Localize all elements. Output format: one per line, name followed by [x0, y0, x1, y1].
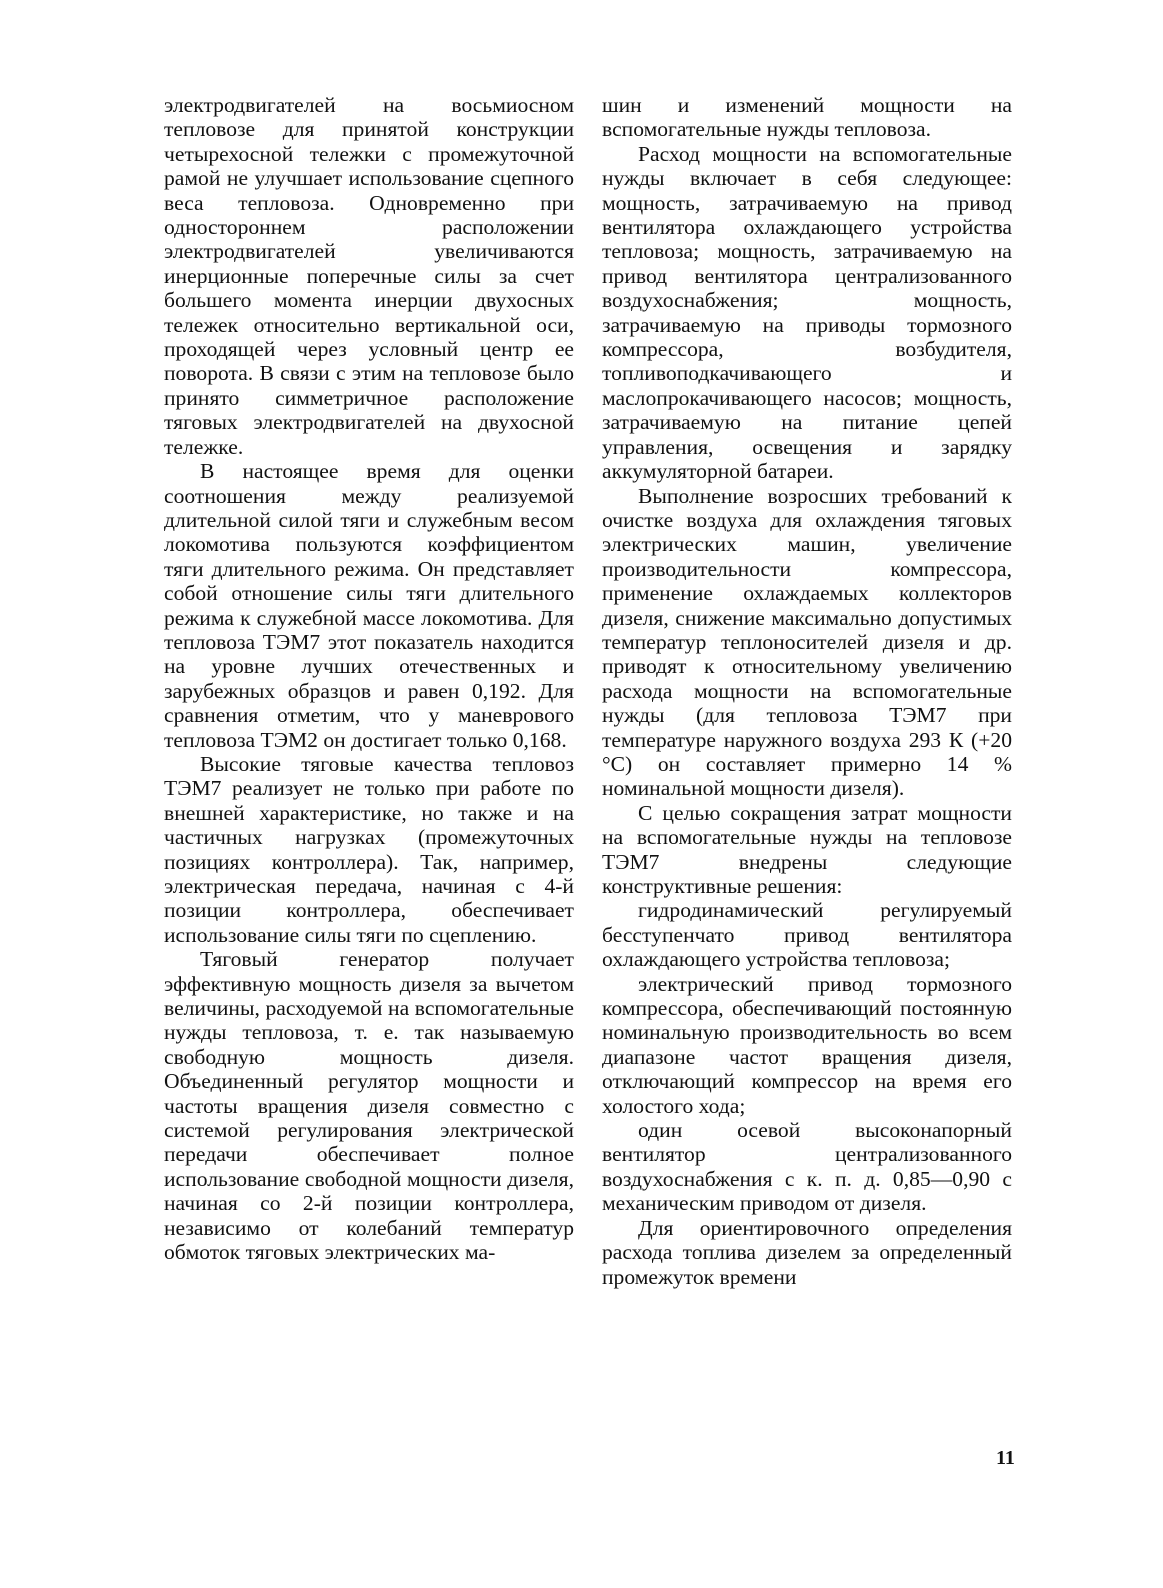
- page-number: 11: [996, 1447, 1015, 1469]
- list-item-axial-fan: один осевой высоконапорный вентилятор централизованного воздухоснабжения с к. п. д. 0,85—0,90 с механическим приводом от дизеля.: [602, 1118, 1012, 1216]
- paragraph-increased-requirements: Выполнение возросших требований к очистке воздуха для охлаждения тяговых электрических машин, увеличение производительности компрессора, применение охлаждаемых коллекторов дизеля, снижение максимально допустимых температур теплоносителей дизеля и др. приводят к относительному увеличению расхода мощности на вспомогательные нужды (для тепловоза ТЭМ7 при температуре наружного воздуха 293 К (+20 °С) он составляет примерно 14 % номинальной мощности дизеля).: [602, 483, 1012, 801]
- left-text-column: [164, 93, 574, 1265]
- paragraph-traction-generator: Тяговый генератор получает эффективную мощность дизеля за вычетом величины, расходуемой на вспомогательные нужды тепловоза, т. е. так называемую свободную мощность дизеля. Объединенный регулятор мощности и частоты вращения дизеля совместно с системой регулирования электрической передачи обеспечивает полное использование свободной мощности дизеля, начиная со 2-й позиции контроллера, независимо от колебаний температур обмоток тяговых электрических ма-: [164, 947, 574, 1265]
- list-item-electric-compressor: электрический привод тормозного компрессора, обеспечивающий постоянную номинальную производительность во всем диапазоне частот вращения дизеля, отключающий компрессор на время его холостого хода;: [602, 971, 1012, 1118]
- paragraph-continued-right: шин и изменений мощности на вспомогательные нужды тепловоза.: [602, 93, 1012, 142]
- paragraph-auxiliary-power: Расход мощности на вспомогательные нужды включает в себя следующее: мощность, затрачиваемую на привод вентилятора охлаждающего устройства тепловоза; мощность, затрачиваемую на привод вентилятора централизованного воздухоснабжения; мощность, затрачиваемую на приводы тормозного компрессора, возбудителя, топливоподкачивающего и маслопрокачивающего насосов; мощность, затрачиваемую на питание цепей управления, освещения и зарядку аккумуляторной батареи.: [602, 141, 1012, 484]
- list-item-hydrodynamic-drive: гидродинамический регулируемый бесступенчато привод вентилятора охлаждающего устройства тепловоза;: [602, 898, 1012, 972]
- paragraph-traction-coefficient: В настоящее время для оценки соотношения между реализуемой длительной силой тяги и служебным весом локомотива пользуются коэффициентом тяги длительного режима. Он представляет собой отношение силы тяги длительного режима к служебной массе локомотива. Для тепловоза ТЭМ7 этот показатель находится на уровне лучших отечественных и зарубежных образцов и равен 0,192. Для сравнения отметим, что у маневрового тепловоза ТЭМ2 он достигает только 0,168.: [164, 459, 574, 752]
- paragraph-design-solutions: С целью сокращения затрат мощности на вспомогательные нужды на тепловозе ТЭМ7 внедрены следующие конструктивные решения:: [602, 800, 1012, 898]
- paragraph-traction-qualities: Высокие тяговые качества тепловоз ТЭМ7 реализует не только при работе по внешней характеристике, но также и на частичных нагрузках (промежуточных позициях контроллера). Так, например, электрическая передача, начиная с 4-й позиции контроллера, обеспечивает использование силы тяги по сцеплению.: [164, 751, 574, 947]
- paragraph-fuel-consumption: Для ориентировочного определения расхода топлива дизелем за определенный промежуток времени: [602, 1215, 1012, 1289]
- paragraph-continued: электродвигателей на восьмиосном тепловозе для принятой конструкции четырехосной тележки с промежуточной рамой не улучшает использование сцепного веса тепловоза. Одновременно при одностороннем расположении электродвигателей увеличиваются инерционные поперечные силы за счет большего момента инерции двухосных тележек относительно вертикальной оси, проходящей через условный центр ее поворота. В связи с этим на тепловозе было принято симметричное расположение тяговых электродвигателей на двухосной тележке.: [164, 93, 574, 459]
- right-text-column: [602, 93, 1012, 1289]
